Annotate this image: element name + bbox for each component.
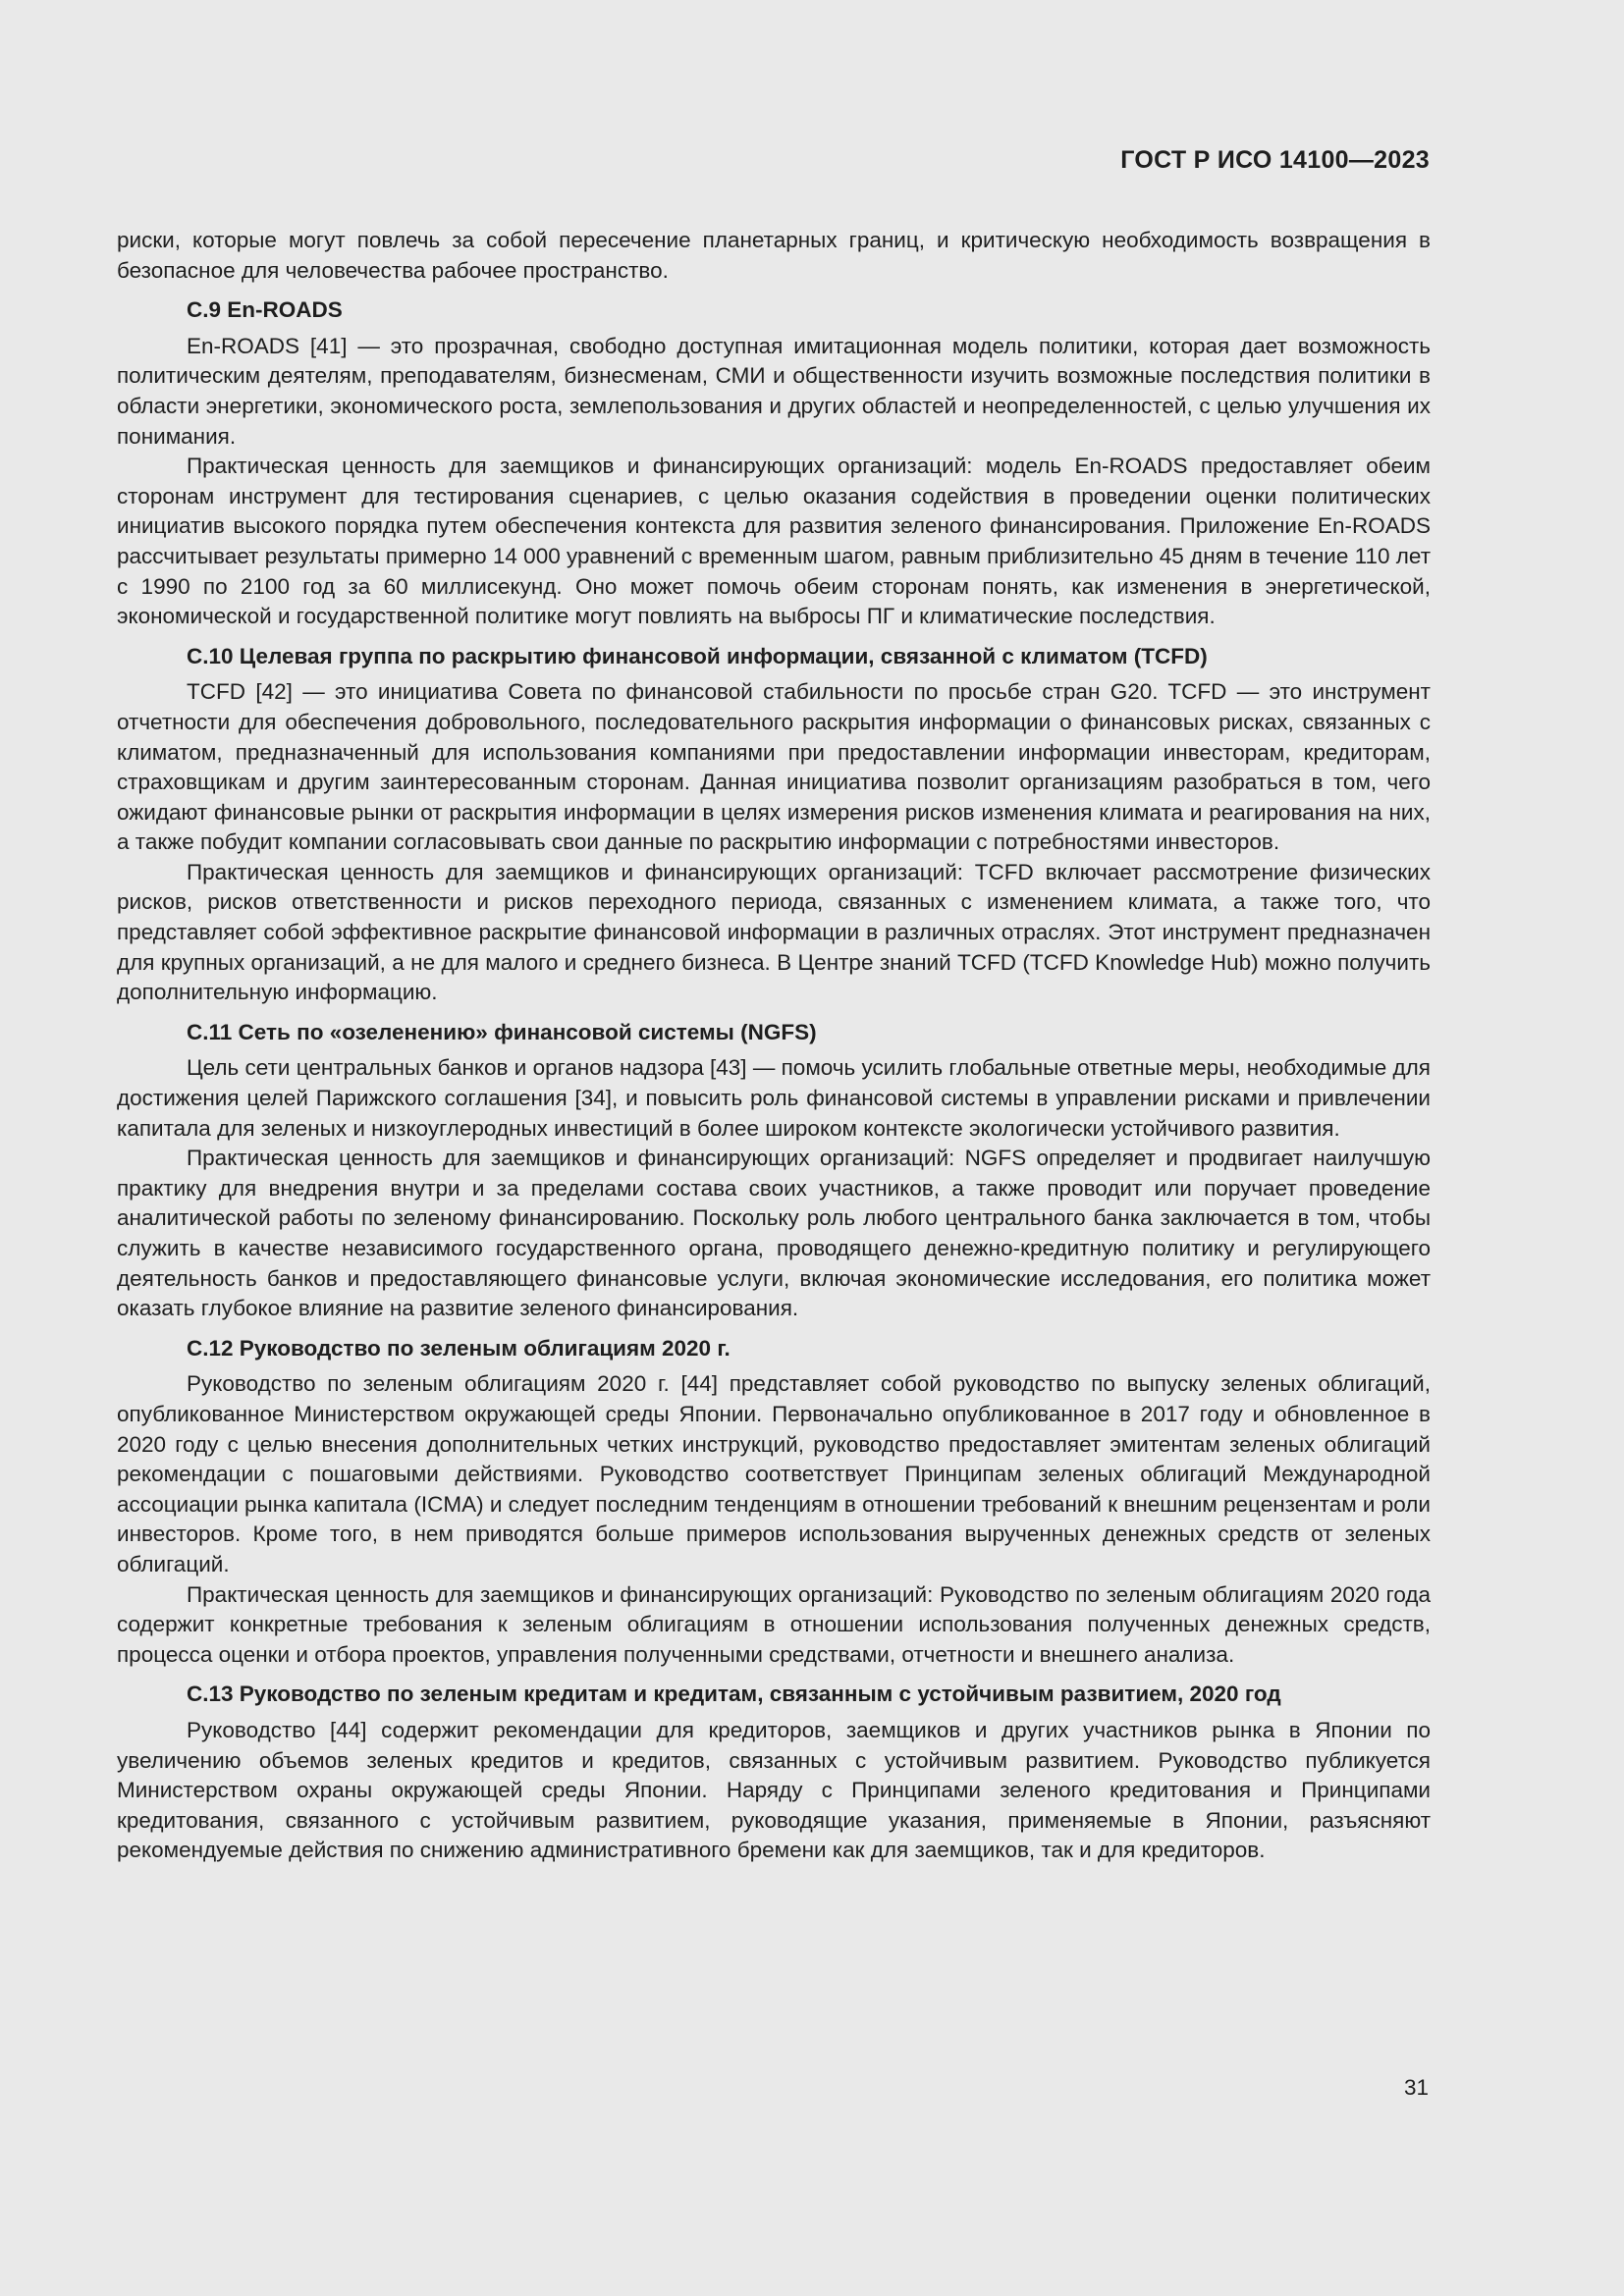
document-body [117,226,1431,1866]
section-title-c10: С.10 Целевая группа по раскрытию финансовой информации, связанной с климатом (TCFD) [187,643,1208,668]
section-c11-paragraph-2: Практическая ценность для заемщиков и финансирующих организаций: NGFS определяет и продвигает наилучшую практику для внедрения внутри и за пределами состава своих участников, а также проводит или поручает проведение аналитической работы по зеленому финансированию. Поскольку роль любого центрального банка заключается в том, чтобы служить в качестве независимого государственного органа, проводящего денежно-кредитную политику и регулирующего деятельность банков и предоставляющего финансовые услуги, включая экономические исследования, его политика может оказать глубокое влияние на развитие зеленого финансирования. [117,1146,1431,1321]
section-title-c11: С.11 Сеть по «озеленению» финансовой системы (NGFS) [187,1019,817,1044]
section-c9-paragraph-1: En-ROADS [41] — это прозрачная, свободно доступная имитационная модель политики, которая дает возможность политическим деятелям, преподавателям, бизнесменам, СМИ и общественности изучить возможные последствия политики в области энергетики, экономического роста, землепользования и других областей и неопределенностей, с целью улучшения их понимания. [117,333,1431,449]
intro-paragraph: риски, которые могут повлечь за собой пересечение планетарных границ, и критическую необходимость возвращения в безопасное для человечества рабочее пространство. [117,228,1431,283]
section-c12-paragraph-1: Руководство по зеленым облигациям 2020 г. [44] представляет собой руководство по выпуску зеленых облигаций, опубликованное Министерством окружающей среды Японии. Первоначально опубликованное в 2017 году и обновленное в 2020 году с целью внесения дополнительных четких инструкций, руководство предоставляет эмитентам зеленых облигаций рекомендации с пошаговыми действиями. Руководство соответствует Принципам зеленых облигаций Международной ассоциации рынка капитала (ICMA) и следует последним тенденциям в отношении требований к внешним рецензентам и роли инвесторов. Кроме того, в нем приводятся больше примеров использования вырученных денежных средств от зеленых облигаций. [117,1371,1431,1576]
section-title-c9: С.9 En-ROADS [187,297,343,323]
section-c10-paragraph-2: Практическая ценность для заемщиков и финансирующих организаций: TCFD включает рассмотрение физических рисков, рисков ответственности и рисков переходного периода, связанных с изменением климата, а также того, что представляет собой эффективное раскрытие финансовой информации в различных отраслях. Этот инструмент предназначен для крупных организаций, а не для малого и среднего бизнеса. В Центре знаний TCFD (TCFD Knowledge Hub) можно получить дополнительную информацию. [117,859,1431,1005]
section-title-c12: С.12 Руководство по зеленым облигациям 2020 г. [187,1335,731,1361]
document-code-header: ГОСТ Р ИСО 14100—2023 [1120,146,1430,174]
section-title-c13: С.13 Руководство по зеленым кредитам и кредитам, связанным с устойчивым развитием, 2020 год [187,1682,1281,1707]
section-c9-paragraph-2: Практическая ценность для заемщиков и финансирующих организаций: модель En-ROADS предоставляет обеим сторонам инструмент для тестирования сценариев, с целью оказания содействия в проведении оценки политических инициатив высокого порядка путем обеспечения контекста для развития зеленого финансирования. Приложение En-ROADS рассчитывает результаты примерно 14 000 уравнений с временным шагом, равным приблизительно 45 дням в течение 110 лет с 1990 по 2100 год за 60 миллисекунд. Оно может помочь обеим сторонам понять, как изменения в энергетической, экономической и государственной политике могут повлиять на выбросы ПГ и климатические последствия. [117,454,1431,629]
page-number: 31 [1403,2075,1429,2100]
section-c10-paragraph-1: TCFD [42] — это инициатива Совета по финансовой стабильности по просьбе стран G20. TCFD — это инструмент отчетности для обеспечения добровольного, последовательного раскрытия информации о финансовых рисках, связанных с климатом, предназначенный для использования компаниями при предоставлении информации инвесторам, кредиторам, страховщикам и другим заинтересованным сторонам. Данная инициатива позволит организациям разобраться в том, чего ожидают финансовые рынки от раскрытия информации в целях измерения рисков изменения климата и реагирования на них, а также побудит компании согласовывать свои данные по раскрытию информации с потребностями инвесторов. [117,679,1431,855]
section-c11-paragraph-1: Цель сети центральных банков и органов надзора [43] — помочь усилить глобальные ответные меры, необходимые для достижения целей Парижского соглашения [34], и повысить роль финансовой системы в управлении рисками и привлечении капитала для зеленых и низкоуглеродных инвестиций в более широком контексте экологически устойчивого развития. [117,1055,1431,1141]
section-c12-paragraph-2: Практическая ценность для заемщиков и финансирующих организаций: Руководство по зеленым облигациям 2020 года содержит конкретные требования к зеленым облигациям в отношении использования полученных денежных средств, процесса оценки и отбора проектов, управления полученными средствами, отчетности и внешнего анализа. [117,1581,1431,1667]
section-c13-paragraph-1: Руководство [44] содержит рекомендации для кредиторов, заемщиков и других участников рынка в Японии по увеличению объемов зеленых кредитов и кредитов, связанных с устойчивым развитием. Руководство публикуется Министерством охраны окружающей среды Японии. Наряду с Принципами зеленого кредитования и Принципами кредитования, связанного с устойчивым развитием, руководящие указания, применяемые в Японии, разъясняют рекомендуемые действия по снижению административного бремени как для заемщиков, так и для кредиторов. [117,1717,1431,1863]
